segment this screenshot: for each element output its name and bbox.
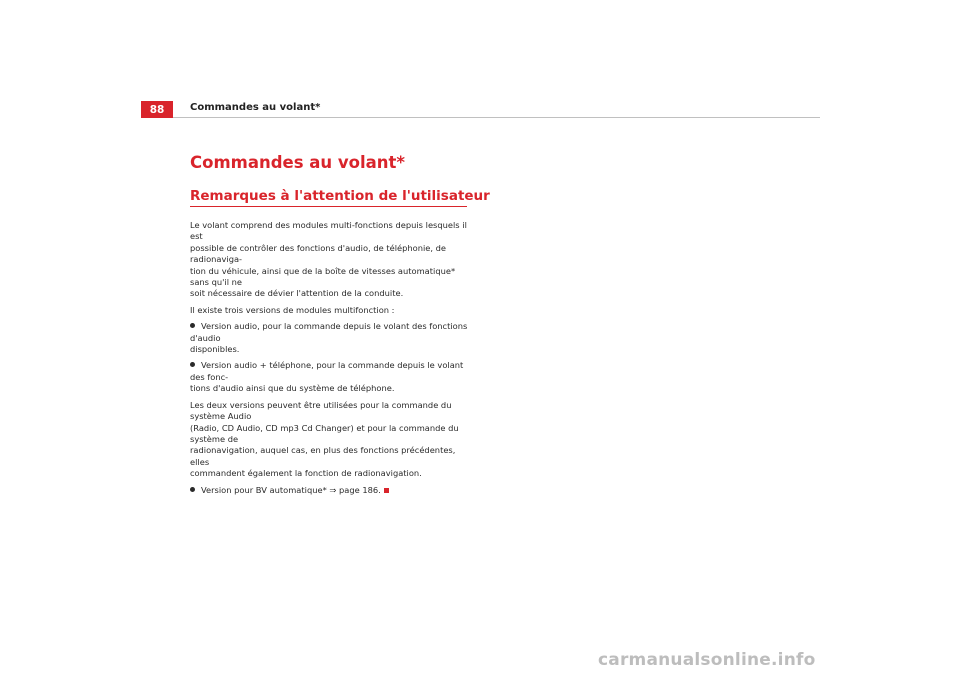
header-divider bbox=[173, 117, 820, 118]
bullet-item-audio bbox=[190, 321, 472, 355]
text-line: Le volant comprend des modules multi-fonctions depuis lesquels il est bbox=[190, 220, 467, 242]
chapter-title: Commandes au volant* bbox=[190, 153, 406, 172]
text-line: disponibles. bbox=[190, 344, 240, 355]
text-line: commandent également la fonction de radionavigation. bbox=[190, 468, 422, 479]
text-line: Version audio, pour la commande depuis le volant des fonctions d'audio bbox=[190, 321, 468, 343]
bullet-item-automatic bbox=[190, 485, 472, 496]
text-line: possible de contrôler des fonctions d'audio, de téléphonie, de radionaviga- bbox=[190, 242, 447, 265]
page-number: 88 bbox=[149, 103, 165, 116]
text-line: soit nécessaire de dévier l'attention de la conduite. bbox=[190, 288, 404, 299]
paragraph-versions: Il existe trois versions de modules multifonction : bbox=[190, 304, 395, 315]
page-reference-link[interactable]: page 186. bbox=[338, 484, 381, 495]
bullet-text: Version pour BV automatique* bbox=[201, 484, 327, 495]
body-text bbox=[190, 220, 472, 501]
page-number-badge bbox=[141, 101, 173, 118]
bullet-icon bbox=[190, 362, 195, 367]
paragraph-usage bbox=[190, 400, 472, 480]
bullet-icon bbox=[190, 487, 195, 492]
text-line: radionavigation, auquel cas, en plus des fonctions précédentes, elles bbox=[190, 445, 456, 467]
section-divider bbox=[190, 206, 467, 207]
text-line: tions d'audio ainsi que du système de téléphone. bbox=[190, 383, 395, 394]
text-line: (Radio, CD Audio, CD mp3 Cd Changer) et pour la commande du système de bbox=[190, 422, 459, 444]
section-end-icon bbox=[384, 488, 389, 493]
section-title: Remarques à l'attention de l'utilisateur bbox=[190, 188, 490, 204]
bullet-icon bbox=[190, 323, 195, 328]
running-header-title: Commandes au volant* bbox=[190, 102, 321, 113]
watermark: carmanualsonline.info bbox=[598, 650, 816, 670]
arrow-right-icon: ⇒ bbox=[329, 484, 337, 495]
bullet-item-audio-phone bbox=[190, 360, 472, 394]
paragraph-intro bbox=[190, 220, 472, 300]
text-line: Les deux versions peuvent être utilisées pour la commande du système Audio bbox=[190, 399, 452, 422]
text-line: Version audio + téléphone, pour la commande depuis le volant des fonc- bbox=[190, 360, 464, 382]
text-line: tion du véhicule, ainsi que de la boîte de vitesses automatique* sans qu'il ne bbox=[190, 265, 456, 288]
